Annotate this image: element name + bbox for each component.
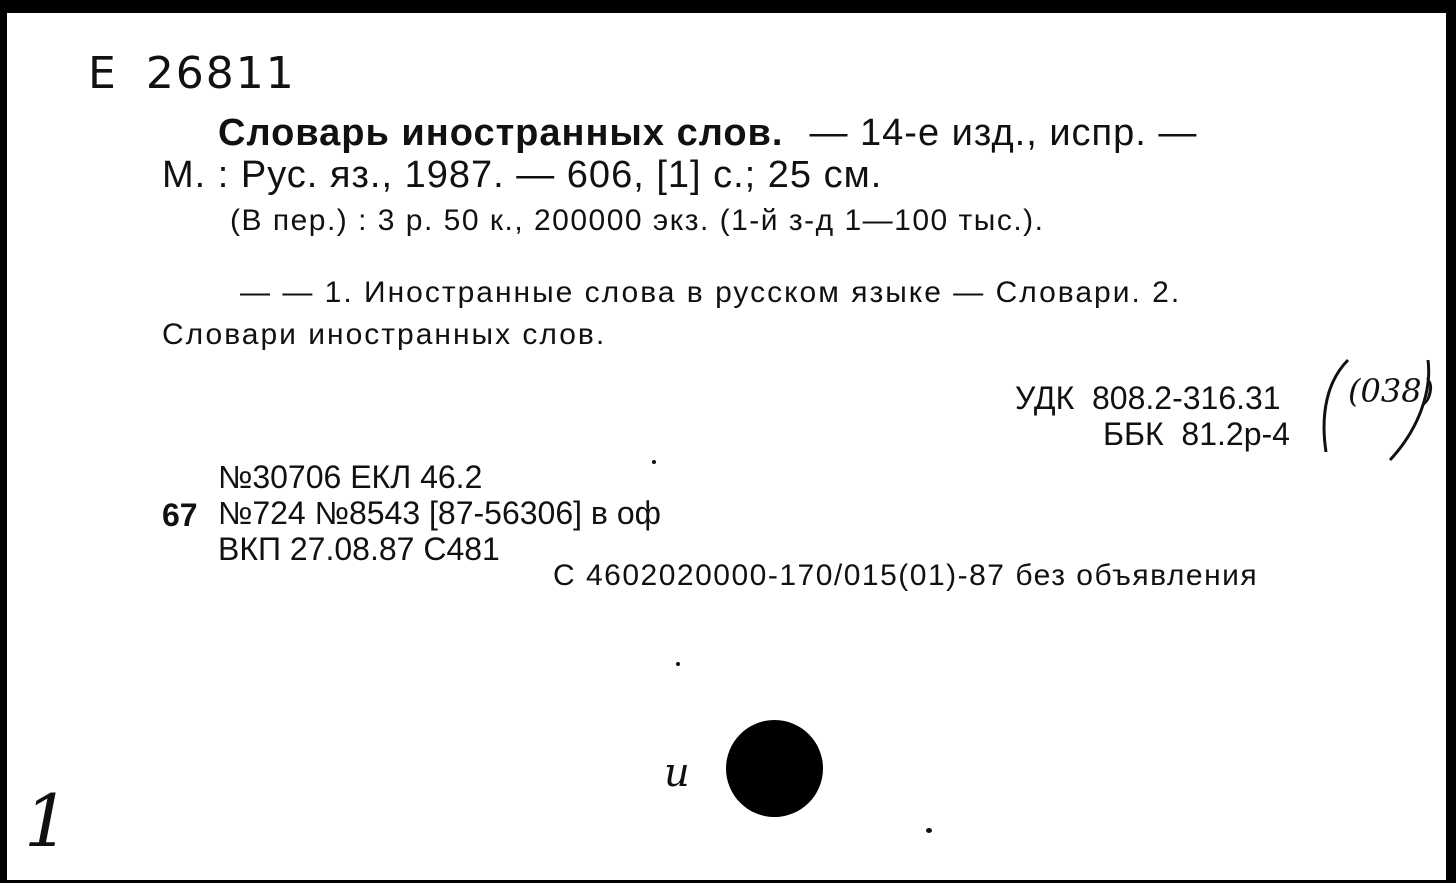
registration-number: 67 (162, 497, 198, 533)
udk-code: УДК 808.2-316.31 (1015, 380, 1281, 416)
card-border-right (1446, 0, 1456, 883)
card-border-top (0, 0, 1456, 13)
handwritten-udk-text: (038) (1348, 372, 1435, 410)
publication-code: С 4602020000-170/015(01)-87 без объявления (553, 559, 1259, 592)
shelf-number: 26811 (145, 48, 296, 99)
registration-line-3: ВКП 27.08.87 С481 (218, 531, 500, 567)
edition-statement: — 14-е изд., испр. — (809, 112, 1198, 154)
svg-text:1: 1 (24, 780, 70, 860)
speck-dot (652, 460, 656, 464)
punch-hole (726, 720, 823, 817)
bbk-code: ББК 81.2р-4 (1103, 416, 1290, 452)
publication-line: М. : Рус. яз., 1987. — 606, [1] с.; 25 см. (162, 154, 883, 196)
title-line (218, 114, 1197, 152)
handwritten-udk-addition (1290, 352, 1440, 467)
handwritten-corner-number (18, 780, 88, 860)
card-border-left (0, 0, 7, 883)
subjects-line-2: Словари иностранных слов. (162, 318, 607, 351)
speck-dot (926, 828, 932, 833)
subjects-line-1: — — 1. Иностранные слова в русском языке — Словари. 2. (240, 276, 1182, 309)
book-title: Словарь иностранных слов. (218, 112, 784, 154)
registration-line-2: №724 №8543 [87-56306] в оф (218, 495, 661, 531)
svg-text:и: и (664, 750, 690, 796)
shelf-mark (88, 48, 296, 99)
price-line: (В пер.) : 3 р. 50 к., 200000 экз. (1-й з-д 1—100 тыс.). (230, 204, 1045, 237)
shelf-letter: Е (88, 48, 118, 99)
registration-line-1: №30706 ЕКЛ 46.2 (218, 459, 483, 495)
speck-dot (676, 662, 680, 666)
